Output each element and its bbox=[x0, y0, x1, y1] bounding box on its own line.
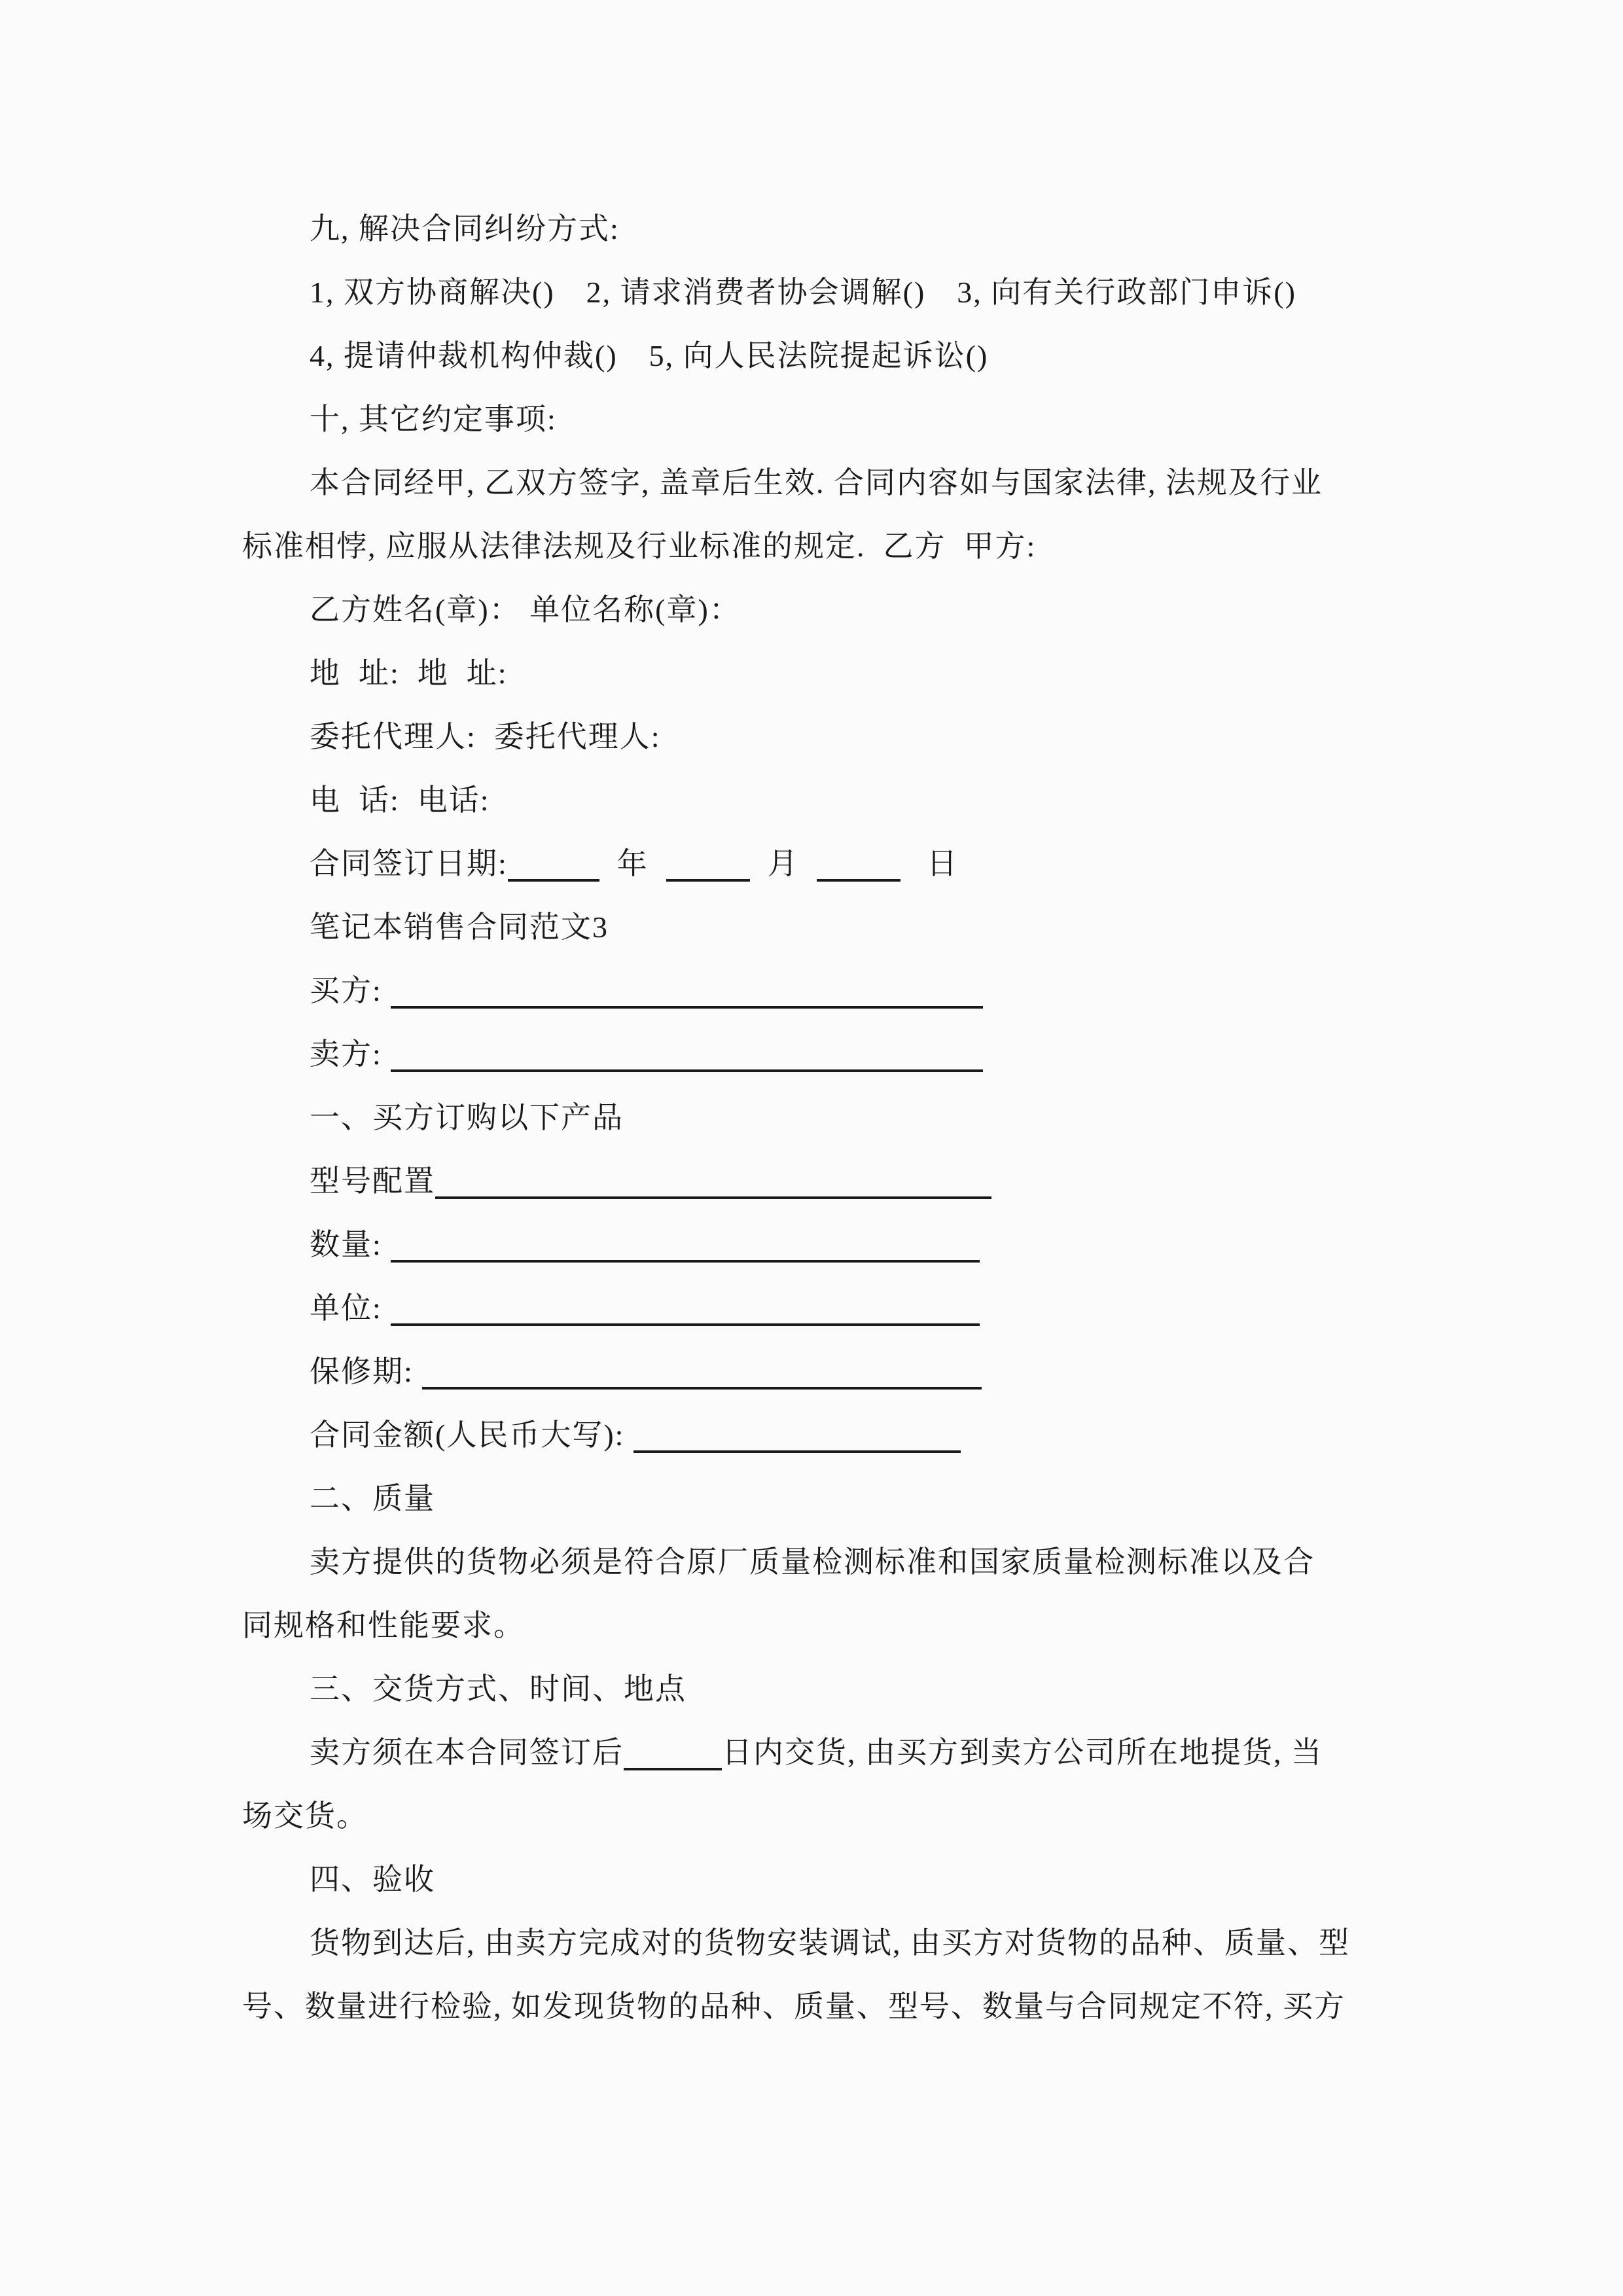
quantity-label: 数量: bbox=[310, 1228, 391, 1261]
line-address: 地 址: 地 址: bbox=[310, 656, 508, 690]
line-amount bbox=[242, 1403, 1381, 1467]
seller-label: 卖方: bbox=[310, 1037, 391, 1071]
buyer-label: 买方: bbox=[310, 974, 391, 1007]
delivery-post-text: 日内交货, 由买方到卖方公司所在地提货, 当 bbox=[722, 1736, 1323, 1769]
line-quality-2: 同规格和性能要求。 bbox=[242, 1609, 525, 1642]
sign-date-label: 合同签订日期: bbox=[310, 847, 508, 880]
line-sign-date bbox=[242, 832, 1381, 895]
line-doc-subtitle: 笔记本销售合同范文3 bbox=[310, 910, 609, 944]
line-seller bbox=[242, 1022, 1381, 1086]
warranty-blank bbox=[422, 1387, 982, 1390]
line-effectiveness-2: 标准相悖, 应服从法律法规及行业标准的规定. 乙方 甲方: bbox=[242, 529, 1037, 563]
line-phone: 电 话: 电话: bbox=[310, 783, 490, 817]
line-acceptance-1: 货物到达后, 由卖方完成对的货物安装调试, 由买方对货物的品种、质量、型 bbox=[310, 1926, 1350, 1960]
line-section2-heading: 二、质量 bbox=[310, 1482, 435, 1515]
model-label: 型号配置 bbox=[310, 1164, 435, 1198]
line-quality-1: 卖方提供的货物必须是符合原厂质量检测标准和国家质量检测标准以及合 bbox=[310, 1545, 1315, 1579]
line-unit bbox=[242, 1276, 1381, 1340]
line-model bbox=[242, 1149, 1381, 1213]
line-clause10-heading: 十, 其它约定事项: bbox=[310, 403, 557, 436]
line-section1-heading: 一、买方订购以下产品 bbox=[310, 1101, 624, 1134]
seller-blank bbox=[391, 1069, 983, 1072]
line-clause9-heading: 九, 解决合同纠纷方式: bbox=[310, 212, 620, 245]
year-label: 年 bbox=[599, 847, 666, 880]
line-agent: 委托代理人: 委托代理人: bbox=[310, 720, 661, 753]
model-blank bbox=[435, 1196, 991, 1199]
sign-date-year-blank bbox=[508, 879, 599, 882]
contract-text-block bbox=[242, 197, 1381, 2038]
quantity-blank bbox=[391, 1260, 980, 1263]
delivery-pre-text: 卖方须在本合同签订后 bbox=[310, 1736, 624, 1769]
line-effectiveness-1: 本合同经甲, 乙双方签字, 盖章后生效. 合同内容如与国家法律, 法规及行业 bbox=[310, 466, 1323, 499]
buyer-blank bbox=[391, 1006, 983, 1009]
line-quantity bbox=[242, 1213, 1381, 1276]
month-label: 月 bbox=[749, 847, 817, 880]
line-dispute-options-4to5: 4, 提请仲裁机构仲裁() 5, 向人民法院提起诉讼() bbox=[310, 339, 989, 372]
sign-date-month-blank bbox=[666, 879, 750, 882]
line-delivery-1 bbox=[242, 1721, 1381, 1784]
line-delivery-2: 场交货。 bbox=[242, 1799, 368, 1833]
sign-date-day-blank bbox=[817, 879, 901, 882]
day-label: 日 bbox=[900, 847, 959, 880]
line-acceptance-2: 号、数量进行检验, 如发现货物的品种、质量、型号、数量与合同规定不符, 买方 bbox=[242, 1990, 1346, 2023]
amount-label: 合同金额(人民币大写): bbox=[310, 1418, 633, 1452]
amount-blank bbox=[633, 1450, 961, 1453]
line-warranty bbox=[242, 1340, 1381, 1403]
line-section3-heading: 三、交货方式、时间、地点 bbox=[310, 1672, 687, 1706]
unit-label: 单位: bbox=[310, 1291, 391, 1325]
warranty-label: 保修期: bbox=[310, 1355, 423, 1388]
unit-blank bbox=[391, 1323, 980, 1326]
line-section4-heading: 四、验收 bbox=[310, 1863, 435, 1896]
line-dispute-options-1to3: 1, 双方协商解决() 2, 请求消费者协会调解() 3, 向有关行政部门申诉() bbox=[310, 276, 1296, 309]
line-party-b-name: 乙方姓名(章)： 单位名称(章)： bbox=[310, 593, 741, 626]
delivery-days-blank bbox=[624, 1768, 722, 1770]
line-buyer bbox=[242, 959, 1381, 1022]
